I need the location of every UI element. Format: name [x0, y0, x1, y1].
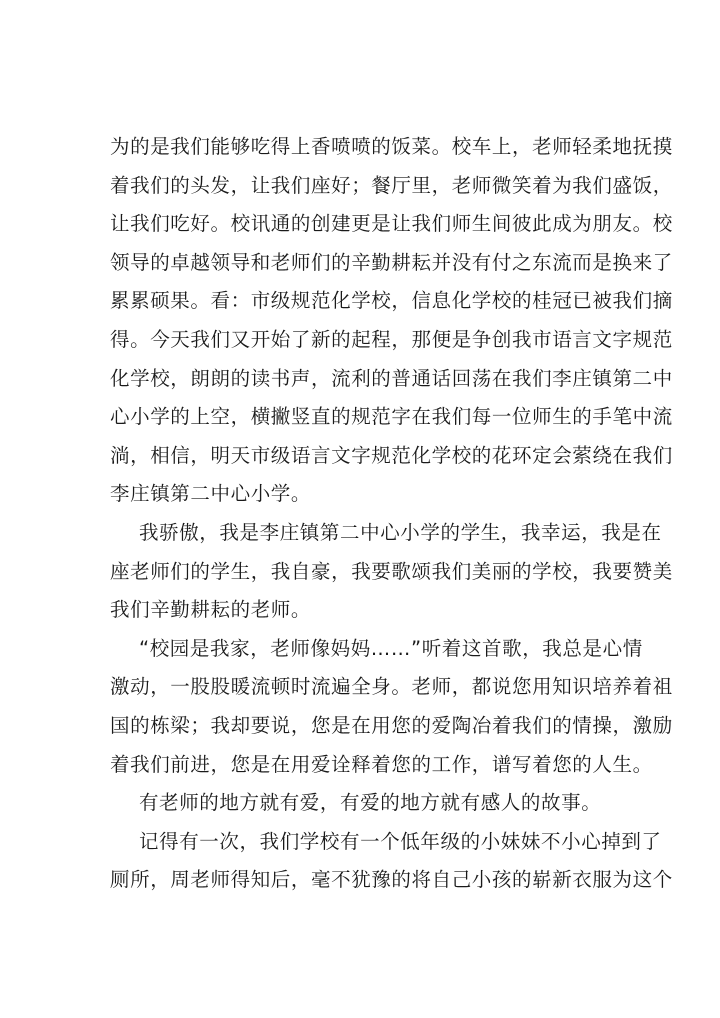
- document-body: [110, 128, 673, 900]
- paragraph-first-line: 记得有一次，我们学校有一个低年级的小妹妹不小心掉到了: [139, 829, 662, 853]
- paragraph-first-line: 我骄傲，我是李庄镇第二中心小学的学生，我幸运，我是在: [139, 520, 662, 544]
- text-line: 国的栋梁；我却要说，您是在用您的爱陶冶着我们的情操，激励: [110, 713, 673, 737]
- text-line: 厕所，周老师得知后，毫不犹豫的将自己小孩的崭新衣服为这个: [110, 868, 673, 892]
- text-line: 着我们的头发，让我们座好；餐厅里，老师微笑着为我们盛饭，: [110, 173, 673, 197]
- text-line: 李庄镇第二中心小学。: [110, 482, 312, 506]
- text-line: 激动，一股股暖流顿时流遍全身。老师，都说您用知识培养着祖: [110, 675, 673, 699]
- text-line: 着我们前进，您是在用爱诠释着您的工作，谱写着您的人生。: [110, 752, 653, 776]
- paragraph-first-line: “校园是我家，老师像妈妈……”听着这首歌，我总是心情: [139, 636, 643, 660]
- text-line: 心小学的上空，横撇竖直的规范字在我们每一位师生的手笔中流: [110, 405, 673, 429]
- text-line: 座老师们的学生，我自豪，我要歌颂我们美丽的学校，我要赞美: [110, 559, 673, 583]
- paragraph-first-line: 有老师的地方就有爱，有爱的地方就有感人的故事。: [139, 791, 602, 815]
- text-line: 领导的卓越领导和老师们的辛勤耕耘并没有付之东流而是换来了: [110, 250, 673, 274]
- text-line: 我们辛勤耕耘的老师。: [110, 598, 312, 622]
- text-line: 让我们吃好。校讯通的创建更是让我们师生间彼此成为朋友。校: [110, 212, 673, 236]
- text-line: 累累硕果。看：市级规范化学校，信息化学校的桂冠已被我们摘: [110, 289, 673, 313]
- text-line: 得。今天我们又开始了新的起程，那便是争创我市语言文字规范: [110, 327, 673, 351]
- text-line: 化学校，朗朗的读书声，流利的普通话回荡在我们李庄镇第二中: [110, 366, 673, 390]
- text-line: 为的是我们能够吃得上香喷喷的饭菜。校车上，老师轻柔地抚摸: [110, 135, 673, 158]
- text-line: 淌，相信，明天市级语言文字规范化学校的花环定会萦绕在我们: [110, 443, 673, 467]
